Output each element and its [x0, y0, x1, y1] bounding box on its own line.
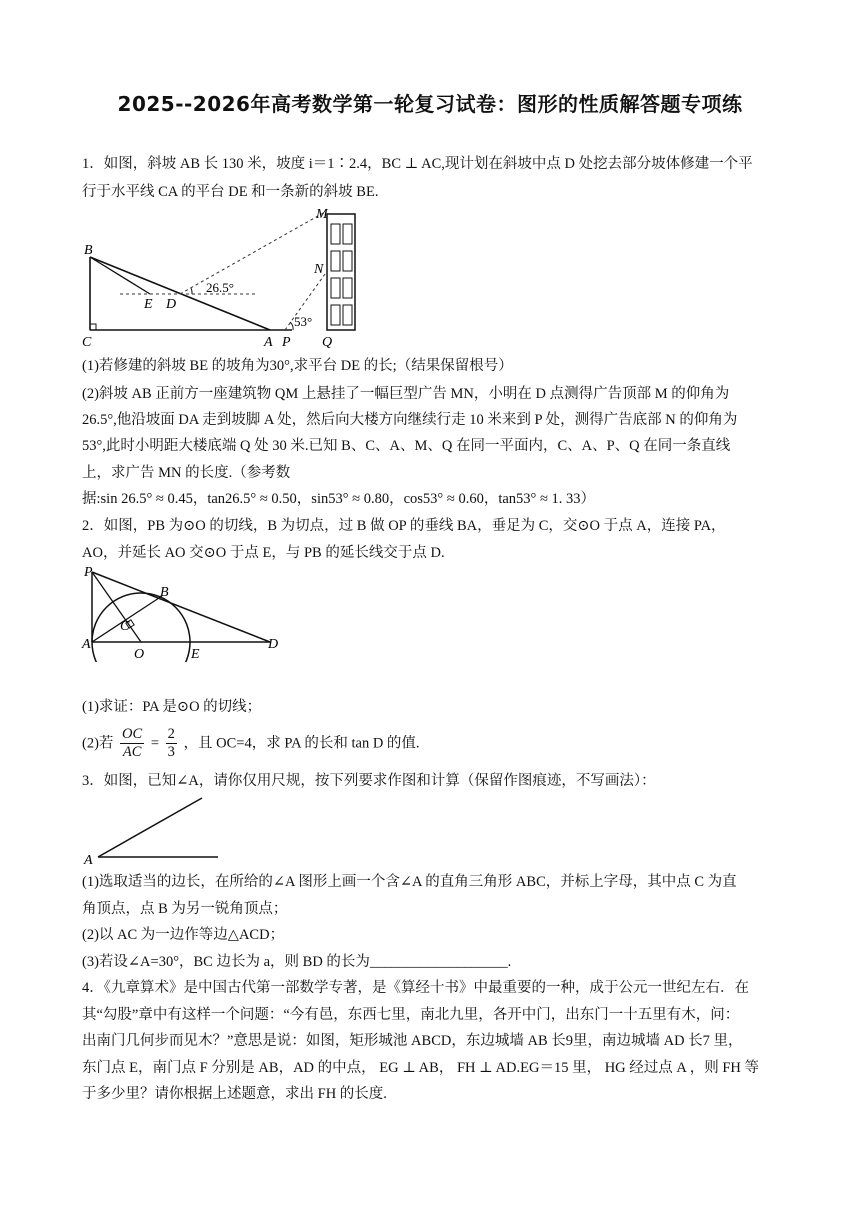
q2-label-o: O — [134, 647, 145, 662]
q2-fraction-denominator: AC — [122, 744, 142, 760]
q2-ratio-fraction — [120, 726, 144, 761]
q1-part2-line1: (2)斜坡 AB 正前方一座建筑物 QM 上悬挂了一幅巨型广告 MN，小明在 D 点测得广告顶部 M 的仰角为 — [82, 386, 730, 402]
q3-part1-line2: 角顶点，点 B 为另一锐角顶点； — [82, 901, 288, 917]
q1-part2-line3: 53°,此时小明距大楼底端 Q 处 30 米.已知 B、C、A、M、Q 在同一平面内，C、A、P、Q 在同一条直线 — [82, 438, 731, 454]
q3-part1-line1: (1)选取适当的边长，在所给的∠A 图形上画一个含∠A 的直角三角形 ABC，并标上字母，其中点 C 为直 — [82, 874, 737, 890]
q1-label-d: D — [166, 297, 177, 312]
q2-label-b: B — [160, 585, 169, 600]
q1-label-e: E — [144, 297, 153, 312]
q2-part1: (1)求证：PA 是⊙O 的切线； — [82, 699, 262, 715]
q1-label-b: B — [84, 243, 93, 258]
q1-label-p: P — [282, 335, 291, 350]
q2-label-a: A — [82, 637, 91, 652]
q2-equals: = — [150, 735, 160, 752]
q2-part2 — [82, 726, 420, 761]
q2-label-e: E — [191, 647, 200, 662]
q2-label-d: D — [268, 637, 279, 652]
q1-label-n: N — [314, 262, 324, 277]
q1-angle-53: 53° — [294, 314, 313, 329]
q4-line5: 于多少里？请你根据上述题意，求出 FH 的长度. — [82, 1086, 387, 1102]
q2-value-fraction — [166, 726, 177, 761]
q2-value-numerator: 2 — [167, 726, 175, 742]
q3-part2: (2)以 AC 为一边作等边△ACD； — [82, 927, 285, 943]
page-title: 2025--2026年高考数学第一轮复习试卷：图形的性质解答题专项练 — [117, 92, 743, 116]
q2-intro-line1: 2．如图，PB 为⊙O 的切线，B 为切点，过 B 做 OP 的垂线 BA，垂足为 C，交⊙O 于点 A，连接 PA， — [82, 518, 726, 534]
q4-line3: 出南门几何步而见木？”意思是说：如图，矩形城池 ABCD，东边城墙 AB 长9里，南边城墙 AD 长7 里， — [82, 1033, 743, 1049]
q2-part2-prefix: (2)若 — [82, 735, 114, 752]
q1-label-a: A — [264, 335, 273, 350]
q1-part2-line4: 上，求广告 MN 的长度.（参考数 — [82, 465, 291, 481]
q3-label-a: A — [84, 853, 93, 866]
q1-intro-line1: 1．如图，斜坡 AB 长 130 米，坡度 i＝1∶2.4，BC ⊥ AC,现计划在斜坡中点 D 处挖去部分坡体修建一个平 — [82, 156, 753, 172]
q4-line1: 4．《九章算术》是中国古代第一部数学专著，是《算经十书》中最重要的一种，成于公元一世纪左右．在 — [82, 980, 749, 996]
q3-intro: 3．如图，已知∠A，请你仅用尺规，按下列要求作图和计算（保留作图痕迹，不写画法）： — [82, 773, 656, 789]
q1-label-c: C — [82, 335, 92, 350]
q1-intro-line2: 行于水平线 CA 的平台 DE 和一条新的斜坡 BE. — [82, 184, 379, 200]
q2-label-c: C — [120, 619, 130, 634]
q1-angle-26-5: 26.5° — [206, 280, 234, 295]
q2-figure — [80, 562, 290, 662]
q1-part2-line2: 26.5°,他沿坡面 DA 走到坡脚 A 处，然后向大楼方向继续行走 10 米来到 P 处，测得广告底部 N 的仰角为 — [82, 412, 738, 428]
q1-part1: (1)若修建的斜坡 BE 的坡角为30°,求平台 DE 的长;（结果保留根号） — [82, 358, 513, 374]
q2-value-denominator: 3 — [167, 744, 175, 760]
q1-figure — [80, 204, 370, 350]
q2-label-p: P — [84, 565, 93, 580]
q3-figure — [80, 790, 230, 866]
q2-fraction-numerator: OC — [122, 726, 143, 742]
q1-label-q: Q — [322, 335, 333, 350]
q4-line4: 东门点 E，南门点 F 分别是 AB，AD 的中点， EG ⊥ AB， FH ⊥ AD.EG＝15 里， HG 经过点 A ，则 FH 等 — [82, 1060, 759, 1076]
q2-part2-suffix: ，且 OC=4，求 PA 的长和 tan D 的值. — [183, 735, 420, 752]
q1-part2-line5: 据:sin 26.5° ≈ 0.45，tan26.5° ≈ 0.50，sin53° ≈ 0.80，cos53° ≈ 0.60，tan53° ≈ 1. 33） — [82, 491, 596, 507]
q4-line2: 其“勾股”章中有这样一个问题：“今有邑，东西七里，南北九里，各开中门，出东门一十五里有木，问： — [82, 1007, 740, 1023]
q1-label-m: M — [316, 207, 328, 222]
q3-part3: (3)若设∠A=30°，BC 边长为 a，则 BD 的长为___________________. — [82, 954, 512, 970]
q2-intro-line2: AO，并延长 AO 交⊙O 于点 E，与 PB 的延长线交于点 D. — [82, 545, 445, 561]
